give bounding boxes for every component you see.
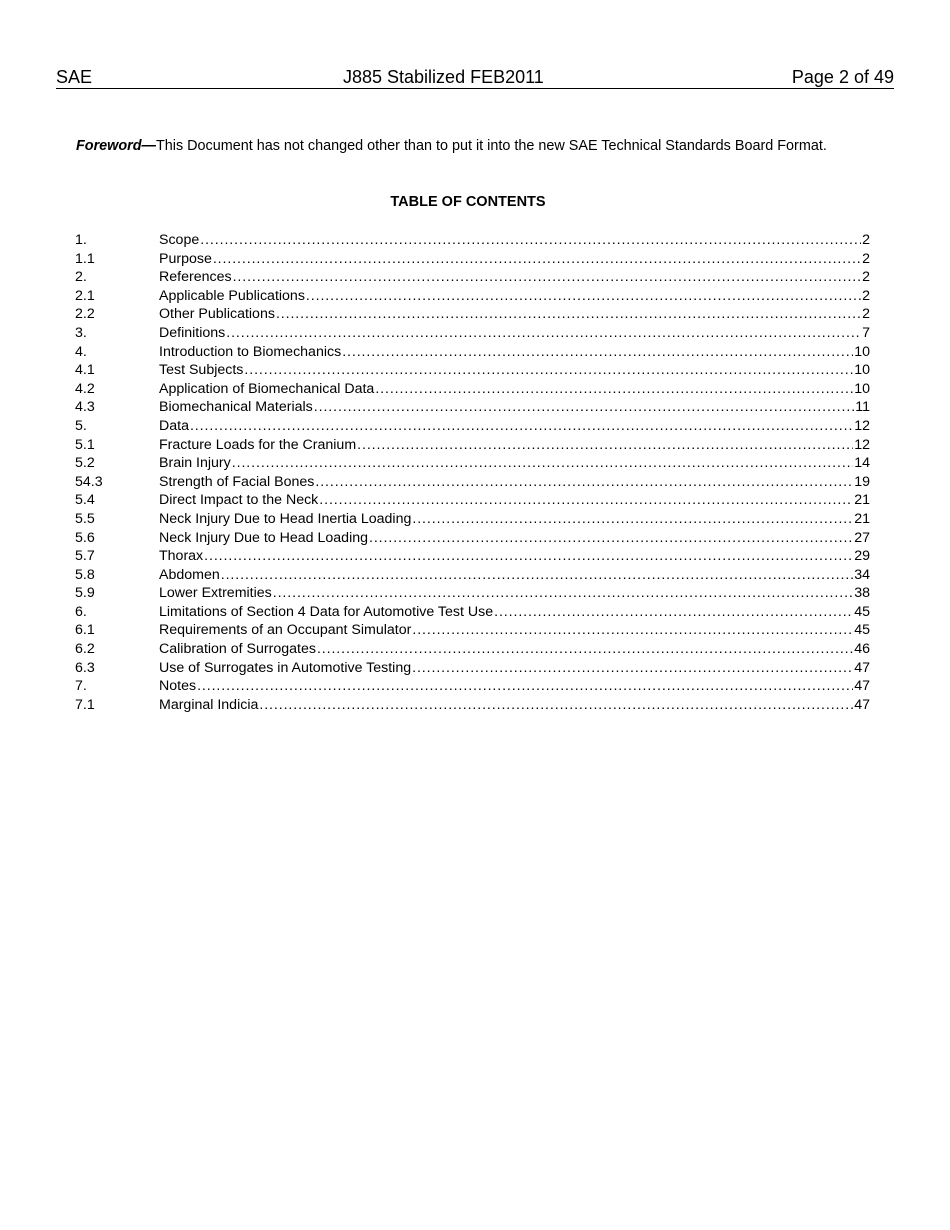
header-page-number: Page 2 of 49 [791, 67, 894, 87]
toc-entry-line [159, 268, 870, 287]
toc-entry[interactable] [75, 547, 870, 566]
toc-entry-title[interactable]: Biomechanical Materials [159, 399, 313, 416]
toc-entry[interactable] [75, 398, 870, 417]
toc-entry-title[interactable]: Thorax [159, 548, 204, 565]
toc-entry-title[interactable]: Notes [159, 678, 197, 695]
toc-dot-leader [213, 250, 861, 269]
toc-entry-page: 34 [854, 566, 870, 583]
toc-entry-line [159, 584, 870, 603]
toc-entry[interactable] [75, 491, 870, 510]
toc-dot-leader [412, 510, 853, 529]
toc-entry[interactable] [75, 287, 870, 306]
toc-entry[interactable] [75, 677, 870, 696]
toc-entry-number: 6.2 [75, 641, 95, 658]
toc-entry-title[interactable]: Direct Impact to the Neck [159, 492, 319, 509]
toc-dot-leader [232, 454, 853, 473]
toc-entry-title[interactable]: Requirements of an Occupant Simulator [159, 622, 412, 639]
toc-entry-line [159, 305, 870, 324]
toc-entry-page: 2 [862, 250, 870, 267]
toc-entry-page: 27 [854, 529, 870, 546]
toc-entry-number: 7. [75, 678, 87, 695]
toc-entry-page: 38 [854, 585, 870, 602]
toc-entry-page: 2 [862, 232, 870, 248]
toc-entry-title[interactable]: Other Publications [159, 306, 275, 323]
toc-dot-leader [357, 436, 853, 455]
toc-entry-number: 4.1 [75, 362, 95, 379]
toc-entry-title[interactable]: Marginal Indicia [159, 696, 259, 713]
toc-entry[interactable] [75, 250, 870, 269]
toc-entry-line [159, 231, 870, 250]
toc-entry-number: 6. [75, 603, 87, 620]
toc-entry-title[interactable]: Abdomen [159, 566, 220, 583]
toc-entry-line [159, 473, 870, 492]
toc-entry-line [159, 417, 870, 436]
toc-dot-leader [204, 547, 853, 566]
toc-entry-number: 5.5 [75, 510, 95, 527]
toc-dot-leader [276, 305, 861, 324]
toc-entry-line [159, 529, 870, 548]
toc-entry[interactable] [75, 621, 870, 640]
toc-entry-line [159, 361, 870, 380]
toc-entry-number: 5.2 [75, 455, 95, 472]
toc-entry-number: 4. [75, 343, 87, 360]
toc-dot-leader [244, 361, 853, 380]
toc-dot-leader [221, 566, 853, 585]
toc-dot-leader [317, 640, 853, 659]
toc-entry-page: 47 [854, 696, 870, 713]
toc-entry-number: 6.1 [75, 622, 95, 639]
toc-entry[interactable] [75, 231, 870, 250]
toc-entry-title[interactable]: Neck Injury Due to Head Loading [159, 529, 368, 546]
toc-entry-number: 5.6 [75, 529, 95, 546]
toc-entry-number: 5.1 [75, 436, 95, 453]
foreword-label: Foreword— [76, 138, 156, 154]
toc-title: TABLE OF CONTENTS [390, 194, 546, 210]
foreword-paragraph [76, 137, 882, 156]
toc-entry-title[interactable]: Fracture Loads for the Cranium [159, 436, 357, 453]
toc-entry-title[interactable]: Use of Surrogates in Automotive Testing [159, 659, 412, 676]
toc-entry-title[interactable]: Definitions [159, 324, 226, 341]
toc-entry-title[interactable]: Applicable Publications [159, 287, 305, 304]
toc-entry-number: 1.1 [75, 250, 95, 267]
toc-entry-number: 3. [75, 324, 87, 341]
toc-entry-number: 4.2 [75, 380, 95, 397]
toc-entry-title[interactable]: References [159, 269, 232, 286]
toc-entry-line [159, 398, 870, 417]
toc-entry-title[interactable]: Scope [159, 232, 200, 248]
toc-entry-page: 45 [854, 622, 870, 639]
toc-entry-number: 7.1 [75, 696, 95, 713]
toc-entry[interactable] [75, 417, 870, 436]
toc-entry[interactable] [75, 380, 870, 399]
toc-entry-number: 1. [75, 232, 87, 248]
toc-entry-page: 2 [862, 287, 870, 304]
toc-entry-line [159, 250, 870, 269]
table-of-contents [75, 231, 870, 714]
toc-entry-line [159, 380, 870, 399]
toc-entry[interactable] [75, 659, 870, 678]
toc-entry[interactable] [75, 361, 870, 380]
toc-entry-page: 47 [854, 659, 870, 676]
toc-dot-leader [375, 380, 853, 399]
toc-entry-line [159, 454, 870, 473]
toc-entry-title[interactable]: Neck Injury Due to Head Inertia Loading [159, 510, 412, 527]
toc-entry-title[interactable]: Brain Injury [159, 455, 231, 472]
toc-entry[interactable] [75, 603, 870, 622]
toc-entry-page: 11 [855, 399, 870, 416]
toc-entry-title[interactable]: Calibration of Surrogates [159, 641, 316, 658]
toc-entry-line [159, 696, 870, 715]
toc-entry-page: 45 [854, 603, 870, 620]
toc-entry[interactable] [75, 436, 870, 455]
toc-entry-number: 2. [75, 269, 87, 286]
toc-entry-title[interactable]: Test Subjects [159, 362, 244, 379]
toc-entry-line [159, 640, 870, 659]
toc-dot-leader [197, 677, 853, 696]
toc-entry-line [159, 659, 870, 678]
toc-dot-leader [226, 324, 861, 343]
toc-dot-leader [342, 343, 853, 362]
toc-entry-line [159, 603, 870, 622]
toc-entry-number: 54.3 [75, 473, 103, 490]
toc-dot-leader [233, 268, 862, 287]
toc-dot-leader [190, 417, 853, 436]
toc-entry-title[interactable]: Lower Extremities [159, 585, 272, 602]
page-header [56, 67, 894, 89]
toc-entry-number: 5.8 [75, 566, 95, 583]
toc-entry-line [159, 566, 870, 585]
toc-entry-page: 2 [862, 269, 870, 286]
toc-entry[interactable] [75, 324, 870, 343]
toc-entry[interactable] [75, 510, 870, 529]
toc-entry[interactable] [75, 268, 870, 287]
toc-entry-title[interactable]: Strength of Facial Bones [159, 473, 315, 490]
toc-entry[interactable] [75, 696, 870, 715]
toc-entry-page: 12 [854, 417, 870, 434]
toc-dot-leader [412, 659, 853, 678]
toc-entry-line [159, 677, 870, 696]
toc-entry-page: 21 [854, 492, 870, 509]
toc-entry-page: 21 [854, 510, 870, 527]
toc-entry-title[interactable]: Limitations of Section 4 Data for Automotive Test Use [159, 603, 494, 620]
toc-entry[interactable] [75, 473, 870, 492]
toc-entry-title[interactable]: Purpose [159, 250, 212, 267]
toc-dot-leader [200, 231, 861, 250]
toc-entry-title[interactable]: Data [159, 417, 189, 434]
toc-entry-page: 29 [854, 548, 870, 565]
toc-entry-page: 7 [862, 324, 870, 341]
toc-entry-line [159, 343, 870, 362]
toc-dot-leader [494, 603, 853, 622]
toc-entry-line [159, 621, 870, 640]
toc-entry-number: 6.3 [75, 659, 95, 676]
toc-entry[interactable] [75, 584, 870, 603]
toc-dot-leader [369, 529, 853, 548]
toc-entry[interactable] [75, 529, 870, 548]
toc-entry-line [159, 436, 870, 455]
toc-entry-number: 4.3 [75, 399, 95, 416]
toc-entry-number: 2.2 [75, 306, 95, 323]
toc-dot-leader [314, 398, 855, 417]
toc-entry[interactable] [75, 343, 870, 362]
toc-entry-page: 46 [854, 641, 870, 658]
toc-entry-page: 19 [854, 473, 870, 490]
toc-entry-page: 47 [854, 678, 870, 695]
toc-entry[interactable] [75, 305, 870, 324]
toc-entry-line [159, 510, 870, 529]
toc-entry-line [159, 324, 870, 343]
toc-dot-leader [273, 584, 853, 603]
toc-dot-leader [315, 473, 853, 492]
toc-dot-leader [259, 696, 853, 715]
toc-entry-page: 10 [854, 362, 870, 379]
toc-entry-line [159, 547, 870, 566]
toc-entry-page: 10 [854, 343, 870, 360]
toc-entry-title[interactable]: Introduction to Biomechanics [159, 343, 342, 360]
toc-entry-line [159, 287, 870, 306]
foreword-text: This Document has not changed other than to put it into the new SAE Technical Standards Board Format. [155, 138, 827, 154]
toc-entry[interactable] [75, 566, 870, 585]
toc-entry-page: 10 [854, 380, 870, 397]
header-doc-id: J885 Stabilized FEB2011 [343, 67, 544, 87]
toc-entry-number: 5.9 [75, 585, 95, 602]
toc-entry-page: 2 [862, 306, 870, 323]
header-org: SAE [56, 67, 93, 87]
toc-entry-number: 5.7 [75, 548, 95, 565]
toc-entry-title[interactable]: Application of Biomechanical Data [159, 380, 375, 397]
toc-entry-line [159, 491, 870, 510]
toc-entry-page: 14 [854, 455, 870, 472]
toc-entry[interactable] [75, 640, 870, 659]
toc-entry-page: 12 [854, 436, 870, 453]
toc-dot-leader [319, 491, 853, 510]
toc-entry-number: 5. [75, 417, 87, 434]
toc-entry-number: 2.1 [75, 287, 95, 304]
toc-entry-number: 5.4 [75, 492, 95, 509]
toc-dot-leader [412, 621, 853, 640]
toc-entry[interactable] [75, 454, 870, 473]
toc-dot-leader [306, 287, 861, 306]
